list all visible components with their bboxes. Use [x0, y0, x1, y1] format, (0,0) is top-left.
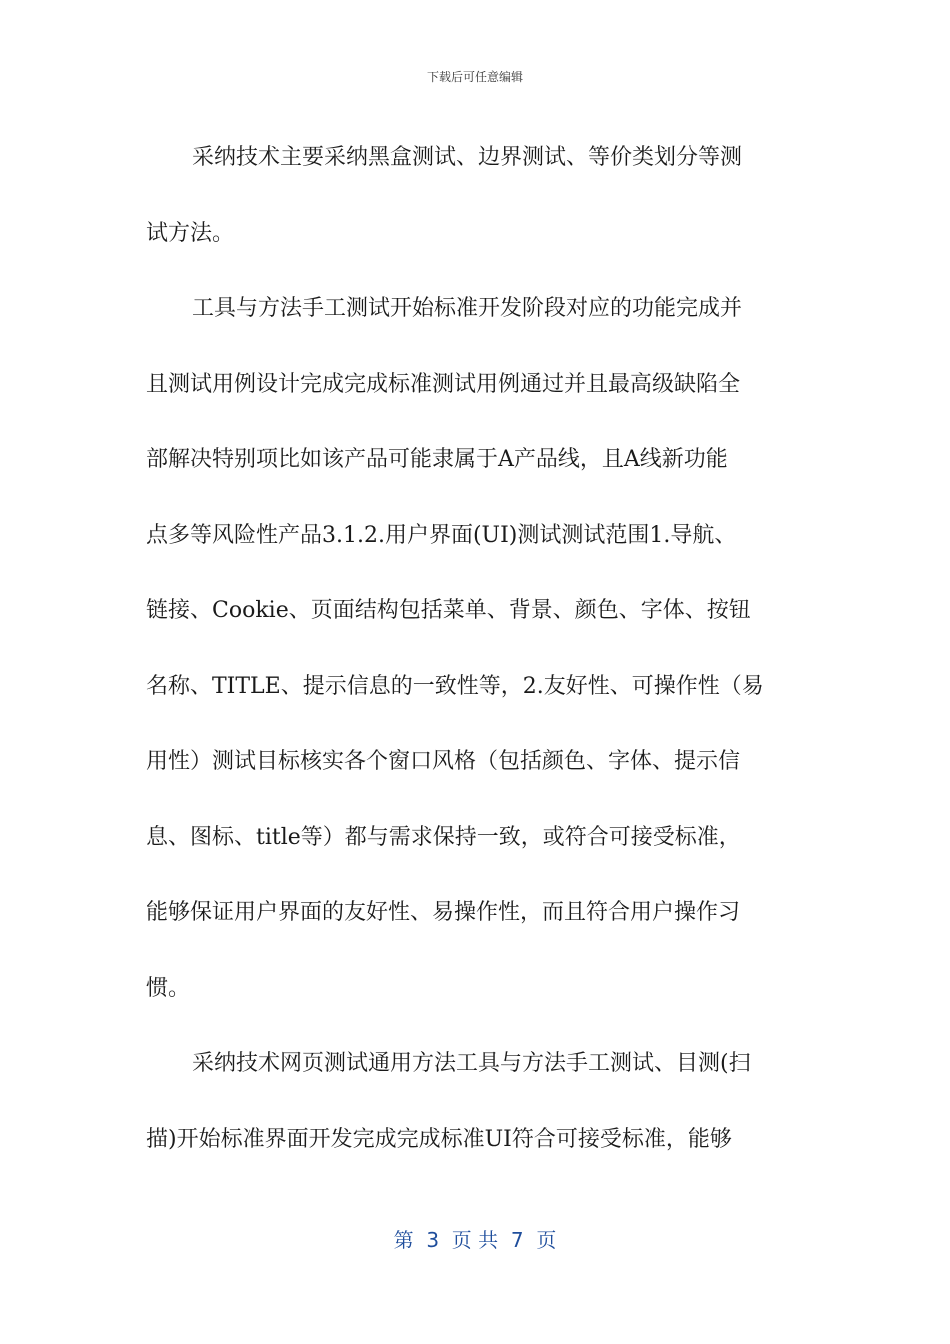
- text-line: 工具与方法手工测试开始标准开发阶段对应的功能完成并: [192, 296, 743, 321]
- text-line: 链接、Cookie、页面结构包括菜单、背景、颜色、字体、按钮: [146, 598, 751, 623]
- text-line: 采纳技术主要采纳黑盒测试、边界测试、等价类划分等测: [192, 145, 743, 170]
- paragraph-2: [146, 271, 806, 1026]
- paragraph-3: [146, 1026, 806, 1177]
- page-number-footer: 第 3 页 共 7 页: [393, 1228, 557, 1252]
- text-line: 描)开始标准界面开发完成完成标准UI符合可接受标准，能够: [146, 1126, 732, 1152]
- text-line: 部解决特别项比如该产品可能隶属于A产品线，且A线新功能: [146, 447, 728, 472]
- text-line: 且测试用例设计完成完成标准测试用例通过并且最高级缺陷全: [146, 371, 741, 397]
- text-line: 用性）测试目标核实各个窗口风格（包括颜色、字体、提示信: [146, 749, 741, 774]
- document-body: [146, 120, 806, 1177]
- text-line: 采纳技术网页测试通用方法工具与方法手工测试、目测(扫: [192, 1051, 751, 1076]
- text-line: 试方法。: [146, 220, 235, 246]
- header-note: 下载后可任意编辑: [426, 70, 523, 84]
- text-line: 惯。: [146, 975, 191, 1001]
- paragraph-1: [146, 120, 806, 271]
- text-line: 点多等风险性产品3.1.2.用户界面(UI)测试测试范围1.导航、: [146, 522, 737, 548]
- text-line: 能够保证用户界面的友好性、易操作性，而且符合用户操作习: [146, 900, 741, 925]
- text-line: 名称、TITLE、提示信息的一致性等，2.友好性、可操作性（易: [146, 673, 764, 699]
- text-line: 息、图标、title等）都与需求保持一致，或符合可接受标准，: [146, 824, 741, 850]
